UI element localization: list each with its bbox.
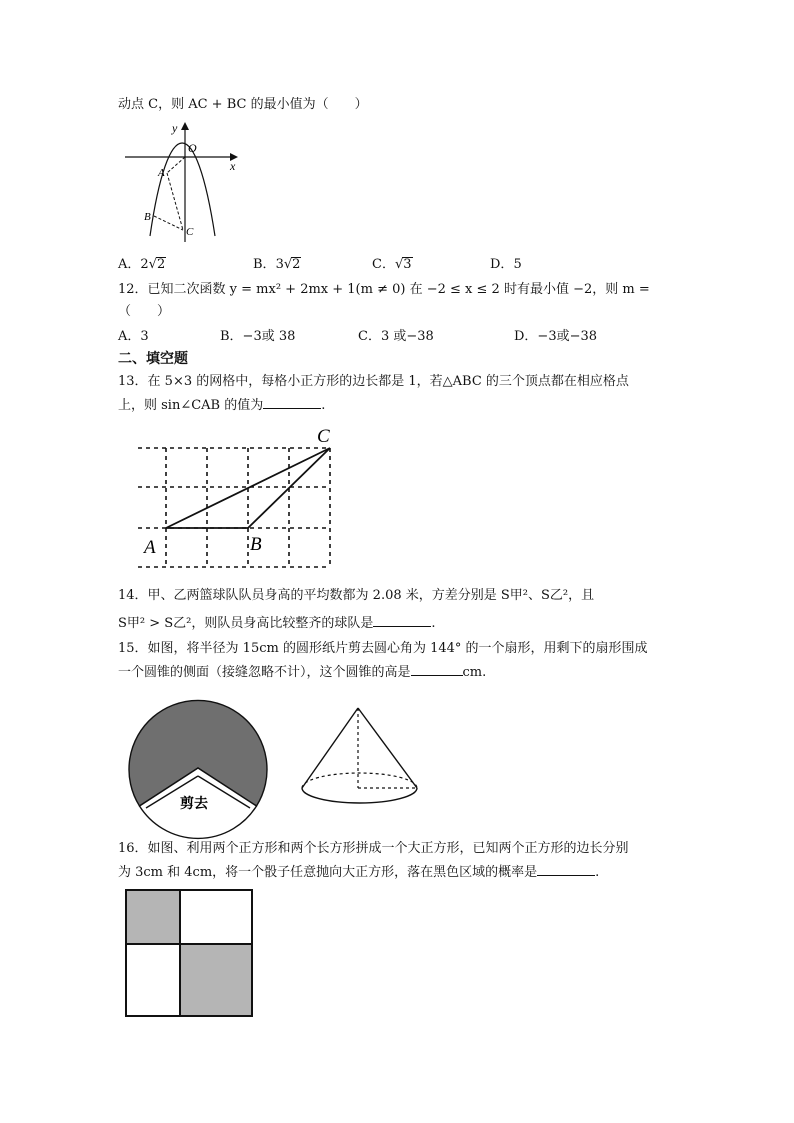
q11-option-a[interactable]: A．2√2 [118, 257, 166, 272]
q15-line2: 一个圆锥的侧面（接缝忽略不计），这个圆锥的高是 cm. [118, 665, 487, 680]
q11-stem: 动点 C，则 AC + BC 的最小值为（ ） [118, 97, 368, 112]
q12-stem: 12．已知二次函数 y = mx² + 2mx + 1(m ≠ 0) 在 −2 ≤ x ≤ 2 时有最小值 −2，则 m = [118, 282, 650, 297]
label-c: C [317, 426, 330, 447]
q12-option-a[interactable]: A．3 [118, 329, 149, 344]
label-c: C [186, 226, 194, 238]
cut-label: 剪去 [180, 796, 208, 812]
gray-square-small [126, 890, 180, 944]
q15-line1: 15．如图，将半径为 15cm 的圆形纸片剪去圆心角为 144° 的一个扇形，用剩下的扇形围成 [118, 641, 648, 656]
label-a: A [158, 167, 165, 179]
section-title: 二、填空题 [118, 351, 188, 367]
gray-square-large [180, 944, 252, 1016]
q11-option-d[interactable]: D．5 [490, 257, 522, 272]
grid-lines [138, 448, 330, 567]
label-b: B [250, 534, 262, 555]
q12-option-c[interactable]: C．3 或−38 [358, 329, 434, 344]
q14-line2: S甲² > S乙²，则队员身高比较整齐的球队是 . [118, 616, 436, 631]
label-x: x [230, 159, 236, 173]
q11-option-b[interactable]: B．3√2 [253, 257, 301, 272]
q15-cone-figure [298, 706, 422, 810]
q14-line1: 14．甲、乙两篮球队队员身高的平均数都为 2.08 米，方差分别是 S甲²、S乙²，且 [118, 588, 595, 603]
q12-option-d[interactable]: D．−3或−38 [514, 329, 598, 344]
label-a: A [144, 537, 156, 558]
cone-left-edge [302, 708, 358, 788]
q14-answer-blank[interactable] [373, 614, 431, 627]
cone-right-edge [358, 708, 417, 788]
label-y: y [172, 121, 178, 135]
q11-option-c[interactable]: C．√3 [372, 257, 412, 272]
q12-paren: （ ） [118, 304, 171, 319]
q16-line2: 为 3cm 和 4cm，将一个骰子任意抛向大正方形，落在黑色区域的概率是 . [118, 865, 600, 880]
q15-sector-figure [124, 696, 272, 846]
q15-answer-blank[interactable] [411, 663, 463, 676]
cone-base-back [302, 773, 417, 788]
q13-line1: 13．在 5×3 的网格中，每格小正方形的边长都是 1，若△ABC 的三个顶点都在相应格点 [118, 374, 629, 389]
q11-parabola-graph [120, 118, 250, 248]
cone-base-front [302, 788, 417, 803]
q16-square-figure [124, 888, 254, 1018]
q13-line2: 上，则 sin∠CAB 的值为 . [118, 398, 326, 413]
label-b: B [144, 211, 151, 223]
label-o: O [188, 141, 197, 155]
q16-answer-blank[interactable] [537, 863, 595, 876]
y-axis-arrow [181, 122, 189, 130]
q13-grid-figure [136, 424, 336, 570]
q12-option-b[interactable]: B．−3或 38 [220, 329, 296, 344]
segment-ac [167, 173, 183, 230]
q13-answer-blank[interactable] [263, 396, 321, 409]
segment-oa [167, 157, 185, 173]
q16-line1: 16．如图、利用两个正方形和两个长方形拼成一个大正方形，已知两个正方形的边长分别 [118, 841, 629, 856]
segment-bc [154, 216, 183, 230]
